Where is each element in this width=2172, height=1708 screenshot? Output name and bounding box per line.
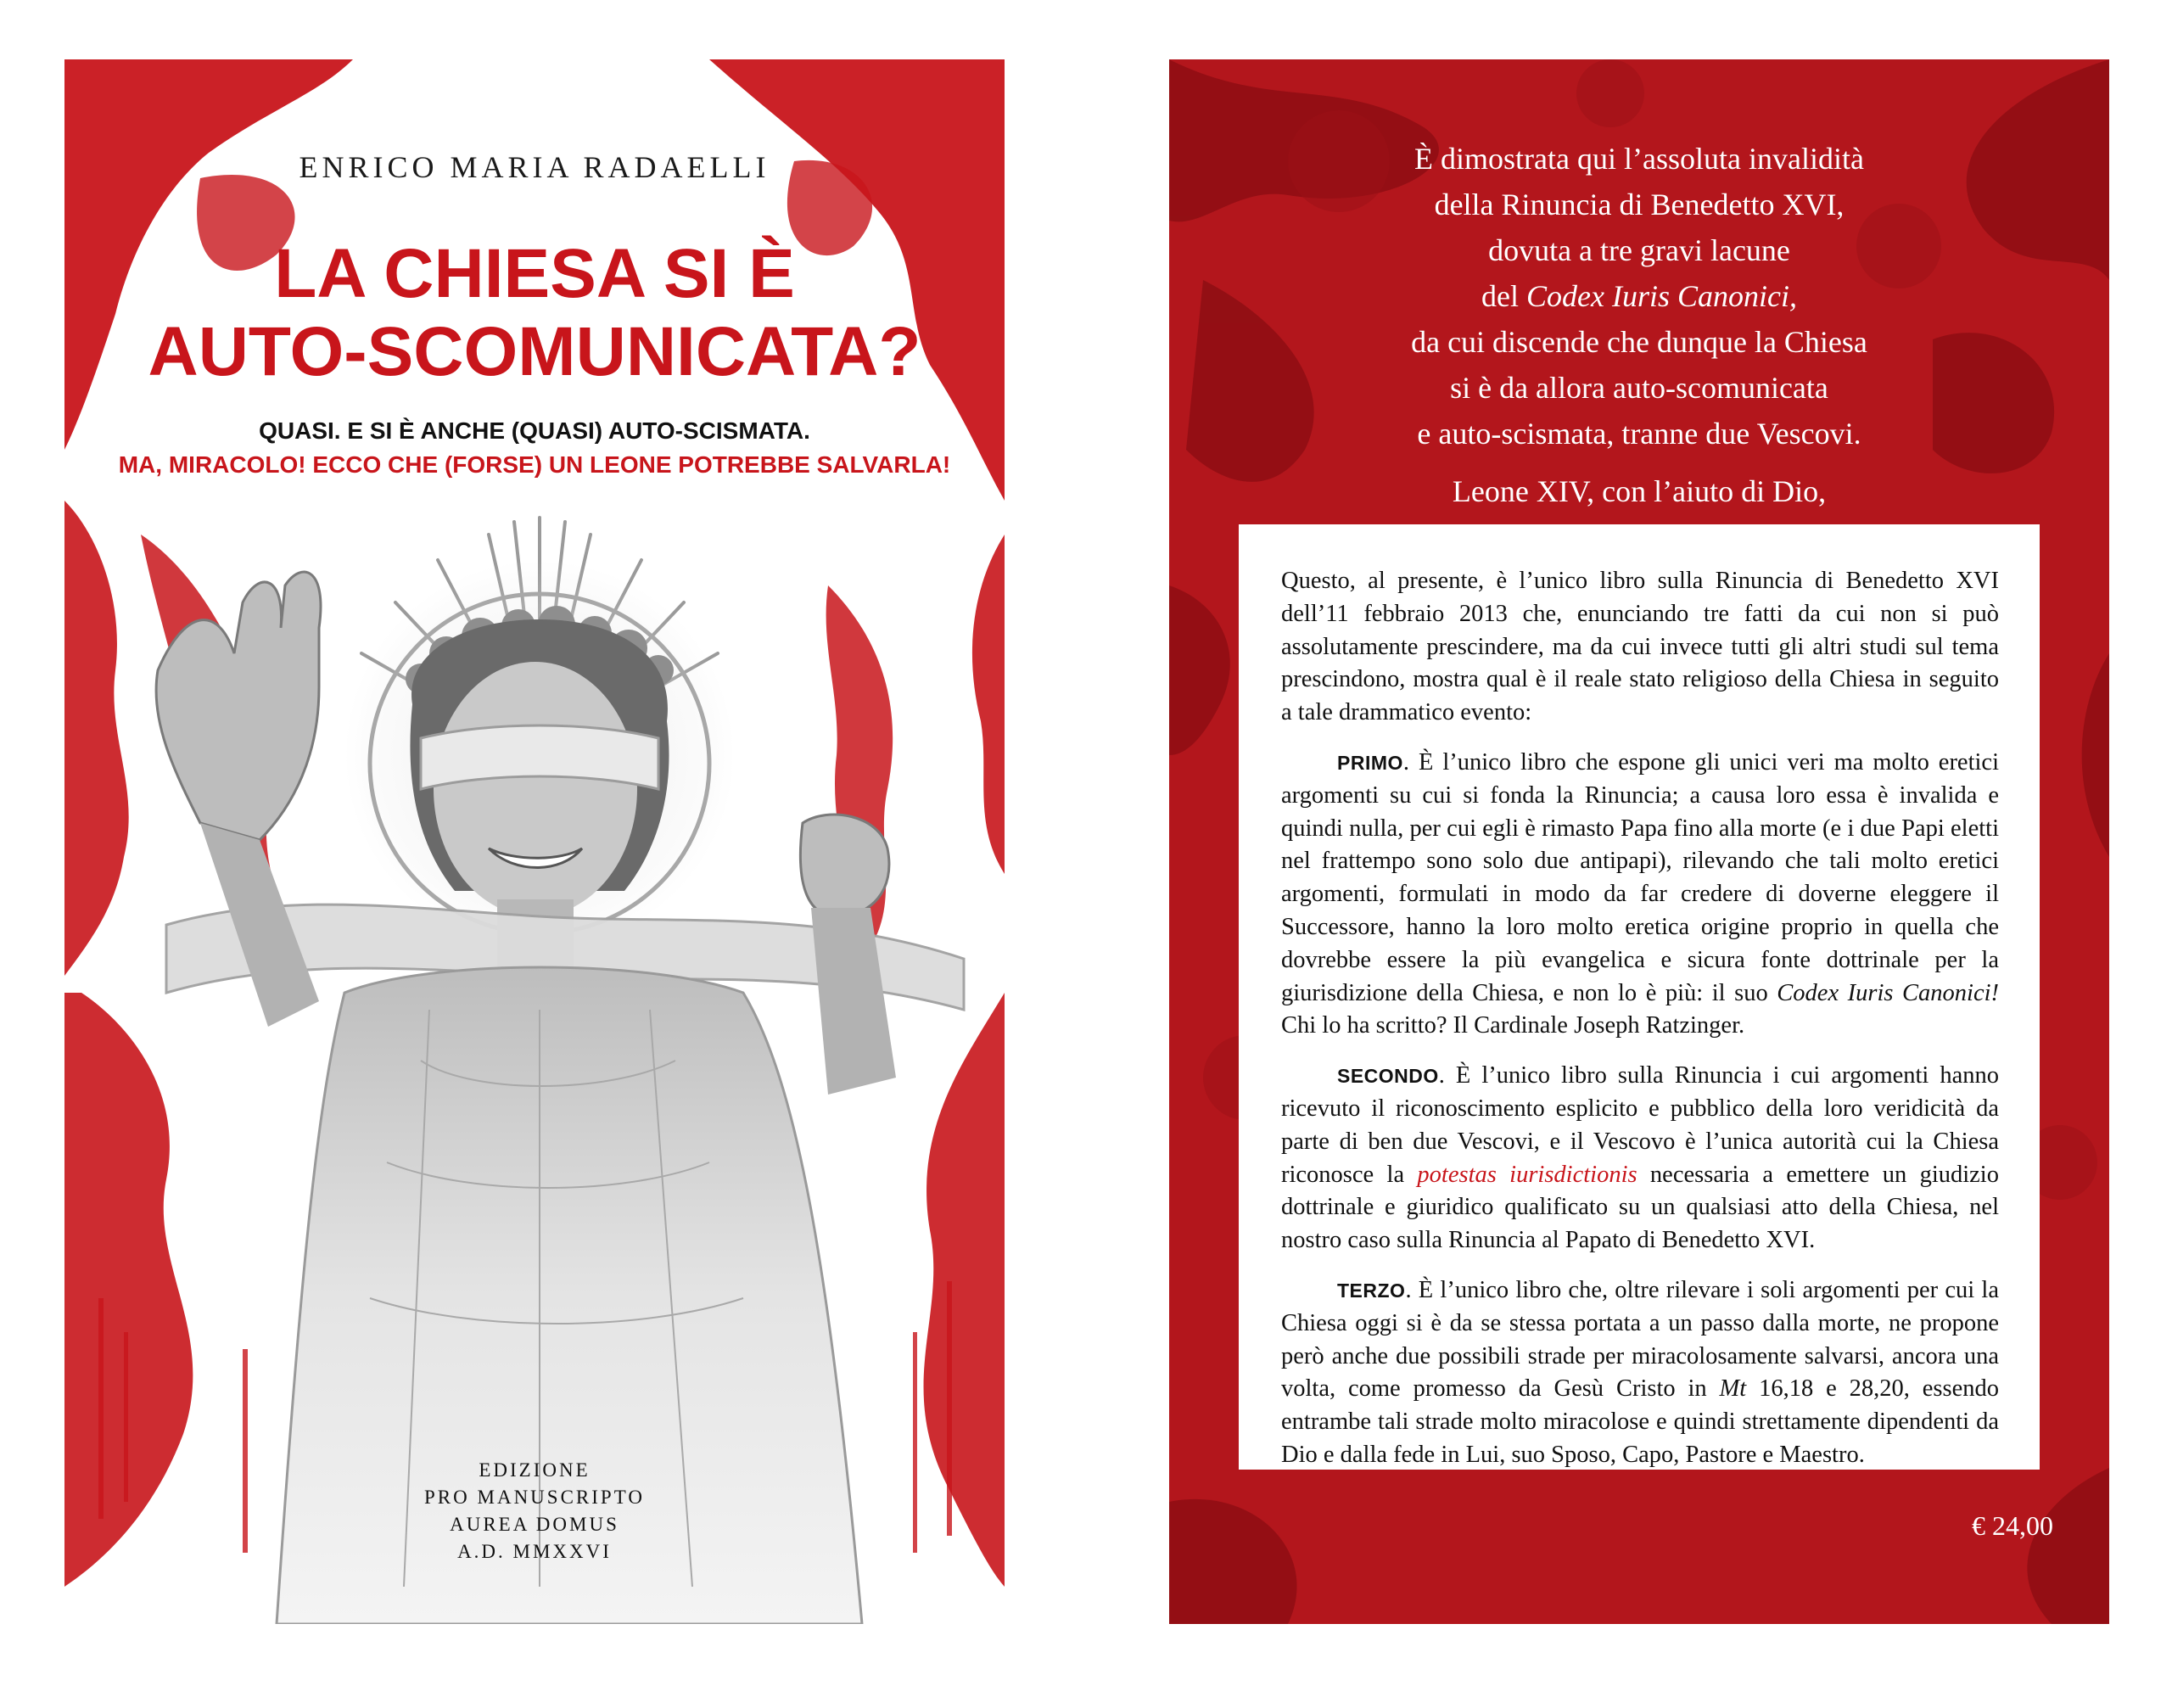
- blurb-line-7: e auto-scismata, tranne due Vescovi.: [1417, 417, 1861, 451]
- blurb-line-4-italic: Codex Iuris Canonici,: [1526, 279, 1797, 313]
- blurb-line-1: È dimostrata qui l’assoluta invalidità: [1414, 142, 1864, 176]
- edition-line-1: EDIZIONE: [479, 1459, 591, 1481]
- terzo-paragraph: [1281, 1274, 1999, 1472]
- blurb-line-6: si è da allora auto-scomunicata: [1450, 371, 1828, 405]
- book-subtitle-line-2: MA, MIRACOLO! ECCO CHE (FORSE) UN LEONE POTREBBE SALVARLA!: [118, 451, 951, 478]
- blindfolded-woman-illustration: [64, 59, 1005, 1624]
- book-title-line-2: AUTO-SCOMUNICATA?: [148, 313, 921, 390]
- terzo-italic: Mt: [1719, 1375, 1747, 1403]
- book-subtitle-line-1: QUASI. E SI È ANCHE (QUASI) AUTO-SCISMATA.: [259, 417, 810, 444]
- primo-end: Chi lo ha scritto? Il Cardinale Joseph Ratzinger.: [1281, 1012, 1745, 1039]
- back-cover-blurb: [1169, 136, 2109, 560]
- edition-line-3: AUREA DOMUS: [450, 1514, 619, 1535]
- author-name: ENRICO MARIA RADAELLI: [299, 150, 770, 184]
- primo-paragraph: [1281, 747, 1999, 1043]
- secondo-end: necessaria a emettere un giudizio dottrinale e giuridico qualificato su un qualsiasi atto della Chiesa, nel nostro caso sulla Rinuncia al Papato di Benedetto XVI.: [1281, 1161, 1999, 1254]
- blurb-line-2: della Rinuncia di Benedetto XVI,: [1434, 188, 1845, 221]
- blurb-paragraph-1: [1169, 136, 2109, 456]
- secondo-paragraph: [1281, 1060, 1999, 1257]
- primo-text: . È l’unico libro che espone gli unici veri ma molto eretici argomenti su cui si fonda la Rinuncia; a causa loro essa è invalida e quindi nulla, per cui egli è rimasto Papa fino alla morte (e i due Papi eletti nel frattempo sono solo due antipapi), rilevando che tali molto eretici argomenti, formulati in modo da far credere di doverne eleggere il Successore, hanno la loro molto eretica origine proprio in quella che dovrebbe essere la più evangelica e sicura fonte dottrinale per la giurisdizione della Chiesa, e non lo è più: il suo: [1281, 748, 1999, 1006]
- intro-paragraph: Questo, al presente, è l’unico libro sulla Rinuncia di Benedetto XVI dell’11 febbraio 2013 che, enunciando tre fatti da cui non si può assolutamente prescindere, ma da cui invece tutti gli altri studi sul tema prescindono, mostra qual è il reale stato religioso della Chiesa in seguito a tale drammatico evento:: [1281, 568, 1999, 726]
- secondo-text: . È l’unico libro sulla Rinuncia i cui argomenti hanno ricevuto il riconoscimento esplicito e pubblico della loro veridicità da parte di ben due Vescovi, e il Vescovo è l’unica autorità cui la Chiesa riconosce la: [1281, 1062, 1999, 1188]
- terzo-label: TERZO: [1337, 1279, 1406, 1302]
- secondo-italic: potestas iurisdictionis: [1417, 1161, 1637, 1188]
- blurb-p2-line-1: Leone XIV, con l’aiuto di Dio,: [1452, 474, 1827, 508]
- price-label: € 24,00: [1972, 1510, 2053, 1541]
- front-cover: [64, 59, 1005, 1624]
- blurb-line-3: dovuta a tre gravi lacune: [1488, 233, 1790, 267]
- description-box: [1239, 524, 2040, 1470]
- secondo-label: SECONDO: [1337, 1065, 1439, 1088]
- blurb-line-5: da cui discende che dunque la Chiesa: [1411, 325, 1867, 359]
- terzo-end: 16,18 e 28,20, essendo entrambe tali strade molto miracolose e quindi strettamente dipendenti da Dio e dalla fede in Lui, suo Sposo, Capo, Pastore e Maestro.: [1281, 1375, 1999, 1468]
- back-cover: [1169, 59, 2109, 1624]
- book-title-line-1: LA CHIESA SI È: [274, 235, 795, 312]
- edition-line-2: PRO MANUSCRIPTO: [424, 1487, 645, 1508]
- blurb-line-4-prefix: del: [1481, 279, 1526, 313]
- primo-label: PRIMO: [1337, 751, 1403, 774]
- primo-italic: Codex Iuris Canonici!: [1777, 979, 1999, 1006]
- terzo-text: . È l’unico libro che, oltre rilevare i soli argomenti per cui la Chiesa oggi si è da se stessa portata a un passo dalla morte, ne propone però anche due possibili strade per miracolosamente salvarsi, ancora una volta, come promesso da Gesù Cristo in: [1281, 1276, 1999, 1403]
- edition-line-4: A.D. MMXXVI: [457, 1541, 612, 1562]
